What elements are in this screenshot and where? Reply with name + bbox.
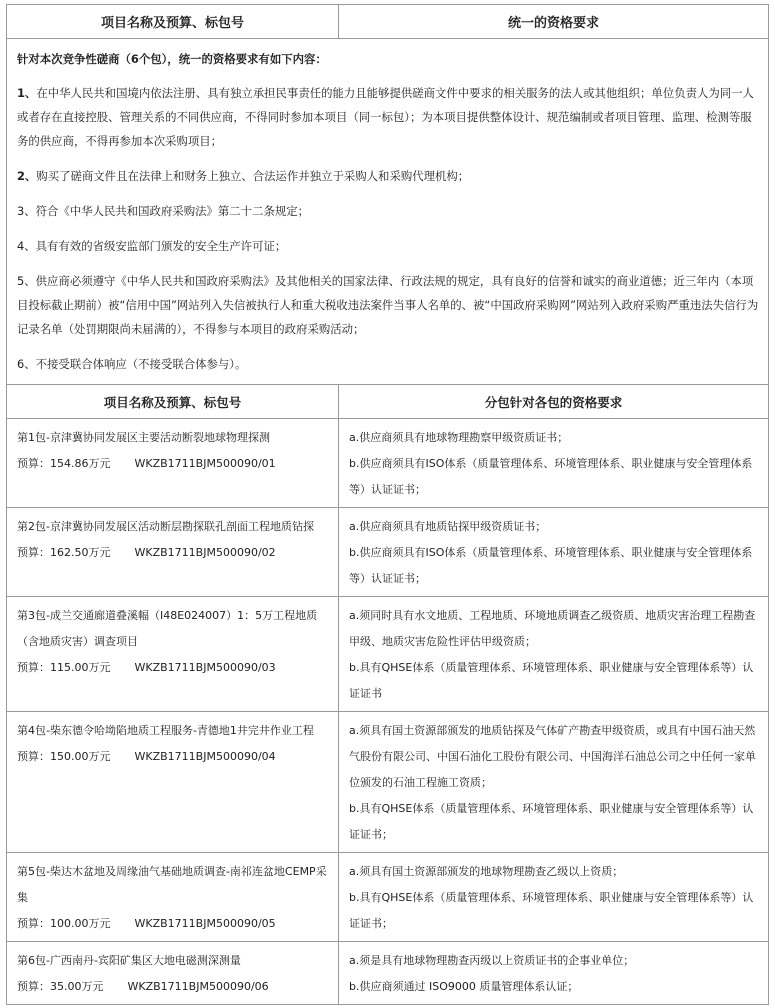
general-item-6 [17,352,759,376]
package-req-a: a.须同时具有水文地质、工程地质、环境地质调查乙级资质、地质灾害治理工程勘查甲级、地质灾害危险性评估甲级资质； [349,609,756,648]
package-code: WKZB1711BJM500090/05 [134,917,276,930]
package-budget: 预算：162.50万元 [17,546,111,559]
package-req-a: a.须具有国土资源部颁发的地质钻探及气体矿产勘查甲级资质，或具有中国石油天然气股份有限公司、中国石油化工股份有限公司、中国海洋石油总公司之中任何一家单位颁发的石油工程施工资质； [349,724,756,789]
package-info-cell [7,419,339,508]
package-budget-line [17,911,330,937]
package-req-b: b.供应商须具有ISO体系（质量管理体系、环境管理体系、职业健康与安全管理体系等）认证证书； [349,546,753,585]
general-requirements-row [7,39,769,385]
package-header-row [7,385,769,419]
item-text: 具有有效的省级安监部门颁发的安全生产许可证； [35,239,287,253]
package-info-cell [7,508,339,597]
item-text: 供应商必须遵守《中华人民共和国政府采购法》及其他相关的国家法律、行政法规的规定，具有良好的信誉和诚实的商业道德；近三年内（本项目投标截止期前）被“信用中国”网站列入失信被执行人和重大税收违法案件当事人名单的、被“中国政府采购网”网站列入政府采购严重违法失信行为记录名单（处罚期限尚未届满的），不得参与本项目的政府采购活动； [17,274,759,336]
header-row [7,5,769,39]
package-budget-line [17,744,330,770]
package-req-cell [339,508,769,597]
package-row-5 [7,853,769,942]
package-info-cell [7,853,339,942]
package-row-4 [7,712,769,853]
package-name: 第5包-柴达木盆地及周缘油气基础地质调查-南祁连盆地CEMP采集 [17,865,327,904]
package-name: 第3包-成兰交通廊道叠溪幅（I48E024007）1：5万工程地质（含地质灾害）调查项目 [17,609,318,648]
package-row-1 [7,419,769,508]
package-req-cell [339,597,769,712]
header2-package-requirements: 分包针对各包的资格要求 [339,385,769,419]
package-code: WKZB1711BJM500090/06 [127,980,269,993]
package-budget: 预算：115.00万元 [17,661,111,674]
package-budget: 预算：100.00万元 [17,917,111,930]
package-budget: 预算：35.00万元 [17,980,104,993]
package-row-2 [7,508,769,597]
package-budget-line [17,974,330,1000]
item-text: 在中华人民共和国境内依法注册、具有独立承担民事责任的能力且能够提供磋商文件中要求的相关服务的法人或其他组织；单位负责人为同一人或者存在直接控股、管理关系的不同供应商，不得同时参加本项目（同一标包）；为本项目提供整体设计、规范编制或者项目管理、监理、检测等服务的供应商，不得再参加本次采购项目； [17,86,754,148]
header-project-name: 项目名称及预算、标包号 [7,5,339,39]
package-req-a: a.供应商须具有地质钻探甲级资质证书； [349,520,547,533]
package-row-3 [7,597,769,712]
item-text: 符合《中华人民共和国政府采购法》第二十二条规定； [35,204,310,218]
package-budget: 预算：150.00万元 [17,750,111,763]
item-text: 购买了磋商文件且在法律上和财务上独立、合法运作并独立于采购人和采购代理机构； [36,169,470,183]
package-req-b: b.供应商须具有ISO体系（质量管理体系、环境管理体系、职业健康与安全管理体系等）认证证书； [349,457,753,496]
package-name: 第6包-广西南丹-宾阳矿集区大地电磁测深测量 [17,954,241,967]
package-budget: 预算：154.86万元 [17,457,111,470]
package-req-cell [339,942,769,1005]
item-number: 1、 [17,86,37,100]
qualification-table [6,4,769,1005]
package-req-b: b.具有QHSE体系（质量管理体系、环境管理体系、职业健康与安全管理体系等）认证证书 [349,661,754,700]
general-item-2 [17,164,759,188]
package-req-b: b.供应商须通过 ISO9000 质量管理体系认证； [349,980,579,993]
package-req-b: b.具有QHSE体系（质量管理体系、环境管理体系、职业健康与安全管理体系等）认证证书； [349,891,754,930]
package-req-a: a.供应商须具有地球物理勘察甲级资质证书； [349,431,569,444]
general-item-1 [17,81,759,153]
general-intro: 针对本次竞争性磋商（6个包），统一的资格要求有如下内容： [17,52,327,66]
qualification-document [6,4,768,1005]
item-number: 2、 [17,169,37,183]
package-code: WKZB1711BJM500090/04 [134,750,276,763]
package-name: 第2包-京津冀协同发展区活动断层勘探联孔剖面工程地质钻探 [17,520,314,533]
package-req-cell [339,419,769,508]
item-text: 不接受联合体响应（不接受联合体参与）。 [35,357,247,371]
package-code: WKZB1711BJM500090/03 [134,661,276,674]
package-req-b: b.具有QHSE体系（质量管理体系、环境管理体系、职业健康与安全管理体系等）认证证书； [349,802,754,841]
header2-project-name: 项目名称及预算、标包号 [7,385,339,419]
general-item-4 [17,234,759,258]
package-code: WKZB1711BJM500090/02 [134,546,276,559]
package-info-cell [7,942,339,1005]
package-budget-line [17,451,330,477]
package-req-a: a.须具有国土资源部颁发的地球物理勘查乙级以上资质； [349,865,624,878]
package-row-6 [7,942,769,1005]
package-name: 第4包-柴东德令哈坳陷地质工程服务-青德地1井完井作业工程 [17,724,314,737]
package-name: 第1包-京津冀协同发展区主要活动断裂地球物理探测 [17,431,270,444]
package-info-cell [7,597,339,712]
package-budget-line [17,540,330,566]
general-requirements-cell [7,39,769,385]
general-item-3 [17,199,759,223]
package-info-cell [7,712,339,853]
item-number: 5、 [17,274,36,288]
package-budget-line [17,655,330,681]
package-req-a: a.须是具有地球物理勘查丙级以上资质证书的企事业单位； [349,954,635,967]
package-code: WKZB1711BJM500090/01 [134,457,276,470]
package-req-cell [339,853,769,942]
general-item-5 [17,269,759,341]
header-unified-requirements: 统一的资格要求 [339,5,769,39]
item-number: 4、 [17,239,36,253]
item-number: 6、 [17,357,36,371]
item-number: 3、 [17,204,36,218]
package-req-cell [339,712,769,853]
